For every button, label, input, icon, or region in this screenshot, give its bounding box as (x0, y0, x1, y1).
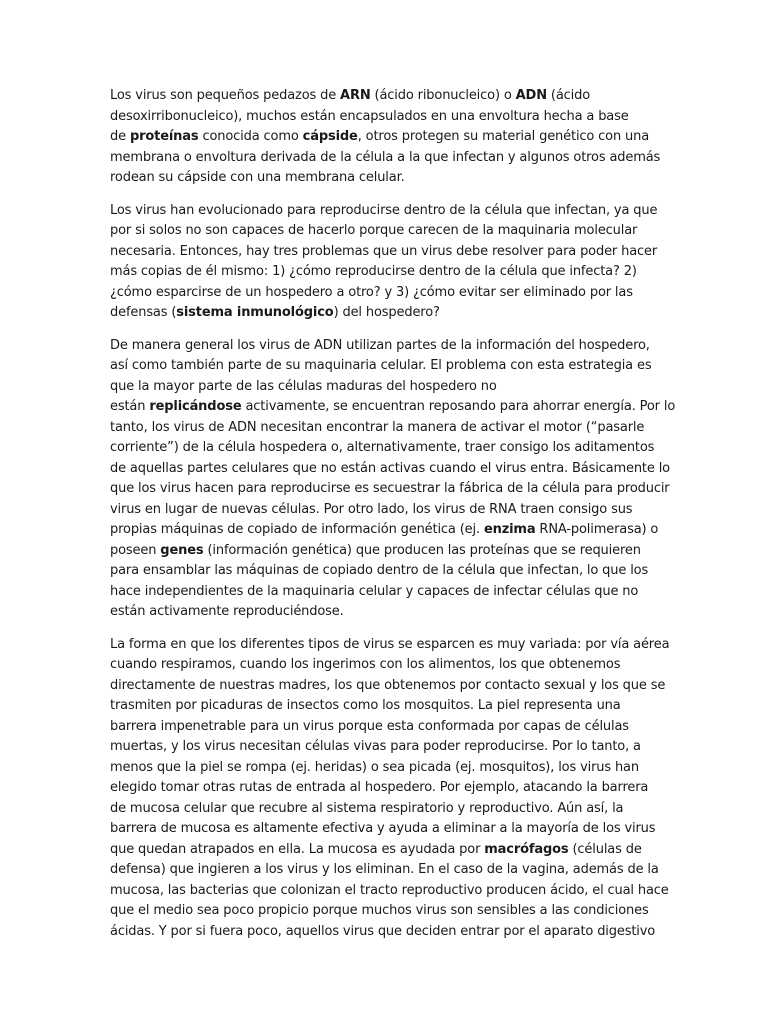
text-run: desoxirribonucleico), muchos están encapsulados en una envoltura hecha a base (110, 108, 629, 124)
text-line (110, 86, 658, 107)
text-run: muertas, y los virus necesitan células vivas para poder reproducirse. Por lo tanto, a (110, 739, 641, 754)
text-run: (células de (568, 841, 642, 857)
text-run: tanto, los virus de ADN necesitan encontrar la manera de activar el motor (“pasarle (110, 419, 645, 435)
text-run: que quedan atrapados en ella. La mucosa es ayudada por (110, 841, 485, 857)
text-line (110, 541, 658, 562)
text-run: que los virus hacen para reproducirse es secuestrar la fábrica de la célula para producir (110, 481, 670, 496)
paragraph (110, 86, 661, 189)
text-line (110, 221, 658, 242)
paragraph (110, 336, 676, 623)
text-run: están activamente reproduciéndose. (110, 604, 344, 619)
text-run: activamente, se encuentran reposando para ahorrar energía. Por lo (241, 399, 676, 414)
text-run: membrana o envoltura derivada de la célula a la que infectan y algunos otros además (110, 149, 661, 165)
text-line (110, 127, 658, 148)
text-line (110, 840, 658, 861)
text-run: , otros protegen su material genético con una (357, 129, 650, 144)
text-line (110, 438, 658, 459)
text-run: La forma en que los diferentes tipos de virus se esparcen es muy variada: por vía aérea (110, 636, 670, 652)
text-line (110, 283, 658, 304)
text-run: virus en lugar de nuevas células. Por otro lado, los virus de RNA traen consigo sus (110, 501, 633, 517)
text-run: necesaria. Entonces, hay tres problemas que un virus debe resolver para poder hacer (110, 243, 658, 259)
bold-term: macrófagos (484, 841, 569, 857)
text-run: de aquellas partes celulares que no están activas cuando el virus entra. Básicamente lo (110, 460, 670, 476)
bold-term: genes (160, 542, 204, 558)
text-run: de mucosa celular que recubre al sistema respiratorio y reproductivo. Aún así, la (110, 800, 624, 816)
text-run: barrera impenetrable para un virus porque esta conformada por capas de células (110, 718, 629, 734)
text-line (110, 561, 658, 582)
text-line (110, 168, 658, 189)
text-line (110, 397, 676, 418)
text-line (110, 737, 658, 758)
bold-term: replicándose (149, 399, 242, 414)
text-run: rodean su cápside con una membrana celular. (110, 170, 405, 185)
text-line (110, 582, 658, 603)
text-run: poseen (110, 542, 161, 558)
text-line (110, 901, 658, 922)
bold-term: proteínas (129, 129, 199, 144)
text-line (110, 303, 658, 324)
text-line (110, 635, 670, 656)
text-run: corriente”) de la célula hospedera o, alternativamente, traer consigo los aditamentos (110, 440, 655, 455)
text-run: para ensamblar las máquinas de copiado dentro de la célula que infectan, lo que los (110, 563, 649, 578)
text-line (110, 717, 658, 738)
document-body (110, 86, 676, 954)
text-line (110, 356, 658, 377)
text-run: conocida como (198, 129, 303, 144)
bold-term: cápside (302, 129, 358, 144)
text-run: hace independientes de la maquinaria celular y capaces de infectar células que no (110, 583, 639, 599)
text-run: (ácido ribonucleico) o (370, 88, 516, 103)
text-run: barrera de mucosa es altamente efectiva y ayuda a eliminar a la mayoría de los virus (110, 821, 656, 836)
text-line (110, 602, 658, 623)
paragraph (110, 201, 658, 324)
text-line (110, 520, 658, 541)
text-line (110, 860, 658, 881)
text-line (110, 242, 658, 263)
text-run: defensa) que ingieren a los virus y los eliminan. En el caso de la vagina, además de la (110, 862, 659, 877)
text-line (110, 655, 658, 676)
bold-term: ADN (515, 88, 547, 103)
text-line (110, 459, 670, 480)
text-line (110, 500, 658, 521)
text-line (110, 819, 658, 840)
text-run: RNA-polimerasa) o (535, 522, 659, 537)
text-line (110, 479, 670, 500)
text-run: Los virus son pequeños pedazos de (110, 88, 341, 103)
text-run: de (110, 129, 130, 144)
bold-term: ARN (340, 88, 371, 103)
text-line (110, 201, 658, 222)
text-run: ácidas. Y por si fuera poco, aquellos virus que deciden entrar por el aparato digestivo (110, 923, 656, 939)
text-run: por si solos no son capaces de hacerlo porque carecen de la maquinaria molecular (110, 223, 638, 238)
text-run: elegido tomar otras rutas de entrada al hospedero. Por ejemplo, atacando la barrera (110, 780, 649, 795)
text-run: (ácido (546, 88, 591, 103)
text-run: que la mayor parte de las células maduras del hospedero no (110, 378, 497, 394)
text-line (110, 881, 669, 902)
text-run: ¿cómo esparcirse de un hospedero a otro? y 3) ¿cómo evitar ser eliminado por las (110, 284, 633, 300)
text-run: mucosa, las bacterias que colonizan el tracto reproductivo producen ácido, el cual hace (110, 882, 669, 898)
text-run: más copias de él mismo: 1) ¿cómo reproducirse dentro de la célula que infecta? 2) (110, 264, 637, 279)
text-run: cuando respiramos, cuando los ingerimos con los alimentos, los que obtenemos (110, 657, 621, 672)
text-run: que el medio sea poco propicio porque muchos virus son sensibles a las condiciones (110, 903, 649, 918)
text-run: así como también parte de su maquinaria celular. El problema con esta estrategia es (110, 358, 652, 373)
text-line (110, 922, 658, 943)
text-run: De manera general los virus de ADN utilizan partes de la información del hospedero, (110, 337, 650, 353)
text-run: defensas ( (110, 305, 177, 320)
text-line (110, 262, 658, 283)
paragraph (110, 635, 670, 943)
text-run: propias máquinas de copiado de información genética (ej. (110, 522, 484, 537)
bold-term: enzima (483, 522, 536, 537)
text-run: están (110, 399, 150, 414)
text-run: menos que la piel se rompa (ej. heridas) o sea picada (ej. mosquitos), los virus han (110, 759, 639, 775)
text-line (110, 377, 658, 398)
text-line (110, 676, 666, 697)
text-line (110, 799, 658, 820)
text-run: directamente de nuestras madres, los que obtenemos por contacto sexual y los que se (110, 677, 666, 693)
text-run: (información genética) que producen las proteínas que se requieren (203, 542, 641, 558)
text-line (110, 148, 661, 169)
text-line (110, 778, 658, 799)
text-line (110, 696, 658, 717)
text-line (110, 336, 658, 357)
text-line (110, 418, 658, 439)
text-line (110, 758, 658, 779)
text-run: trasmiten por picaduras de insectos como los mosquitos. La piel representa una (110, 698, 621, 713)
bold-term: sistema inmunológico (176, 305, 334, 320)
text-line (110, 107, 658, 128)
text-run: ) del hospedero? (333, 305, 440, 320)
text-run: Los virus han evolucionado para reproducirse dentro de la célula que infectan, ya que (110, 202, 658, 218)
